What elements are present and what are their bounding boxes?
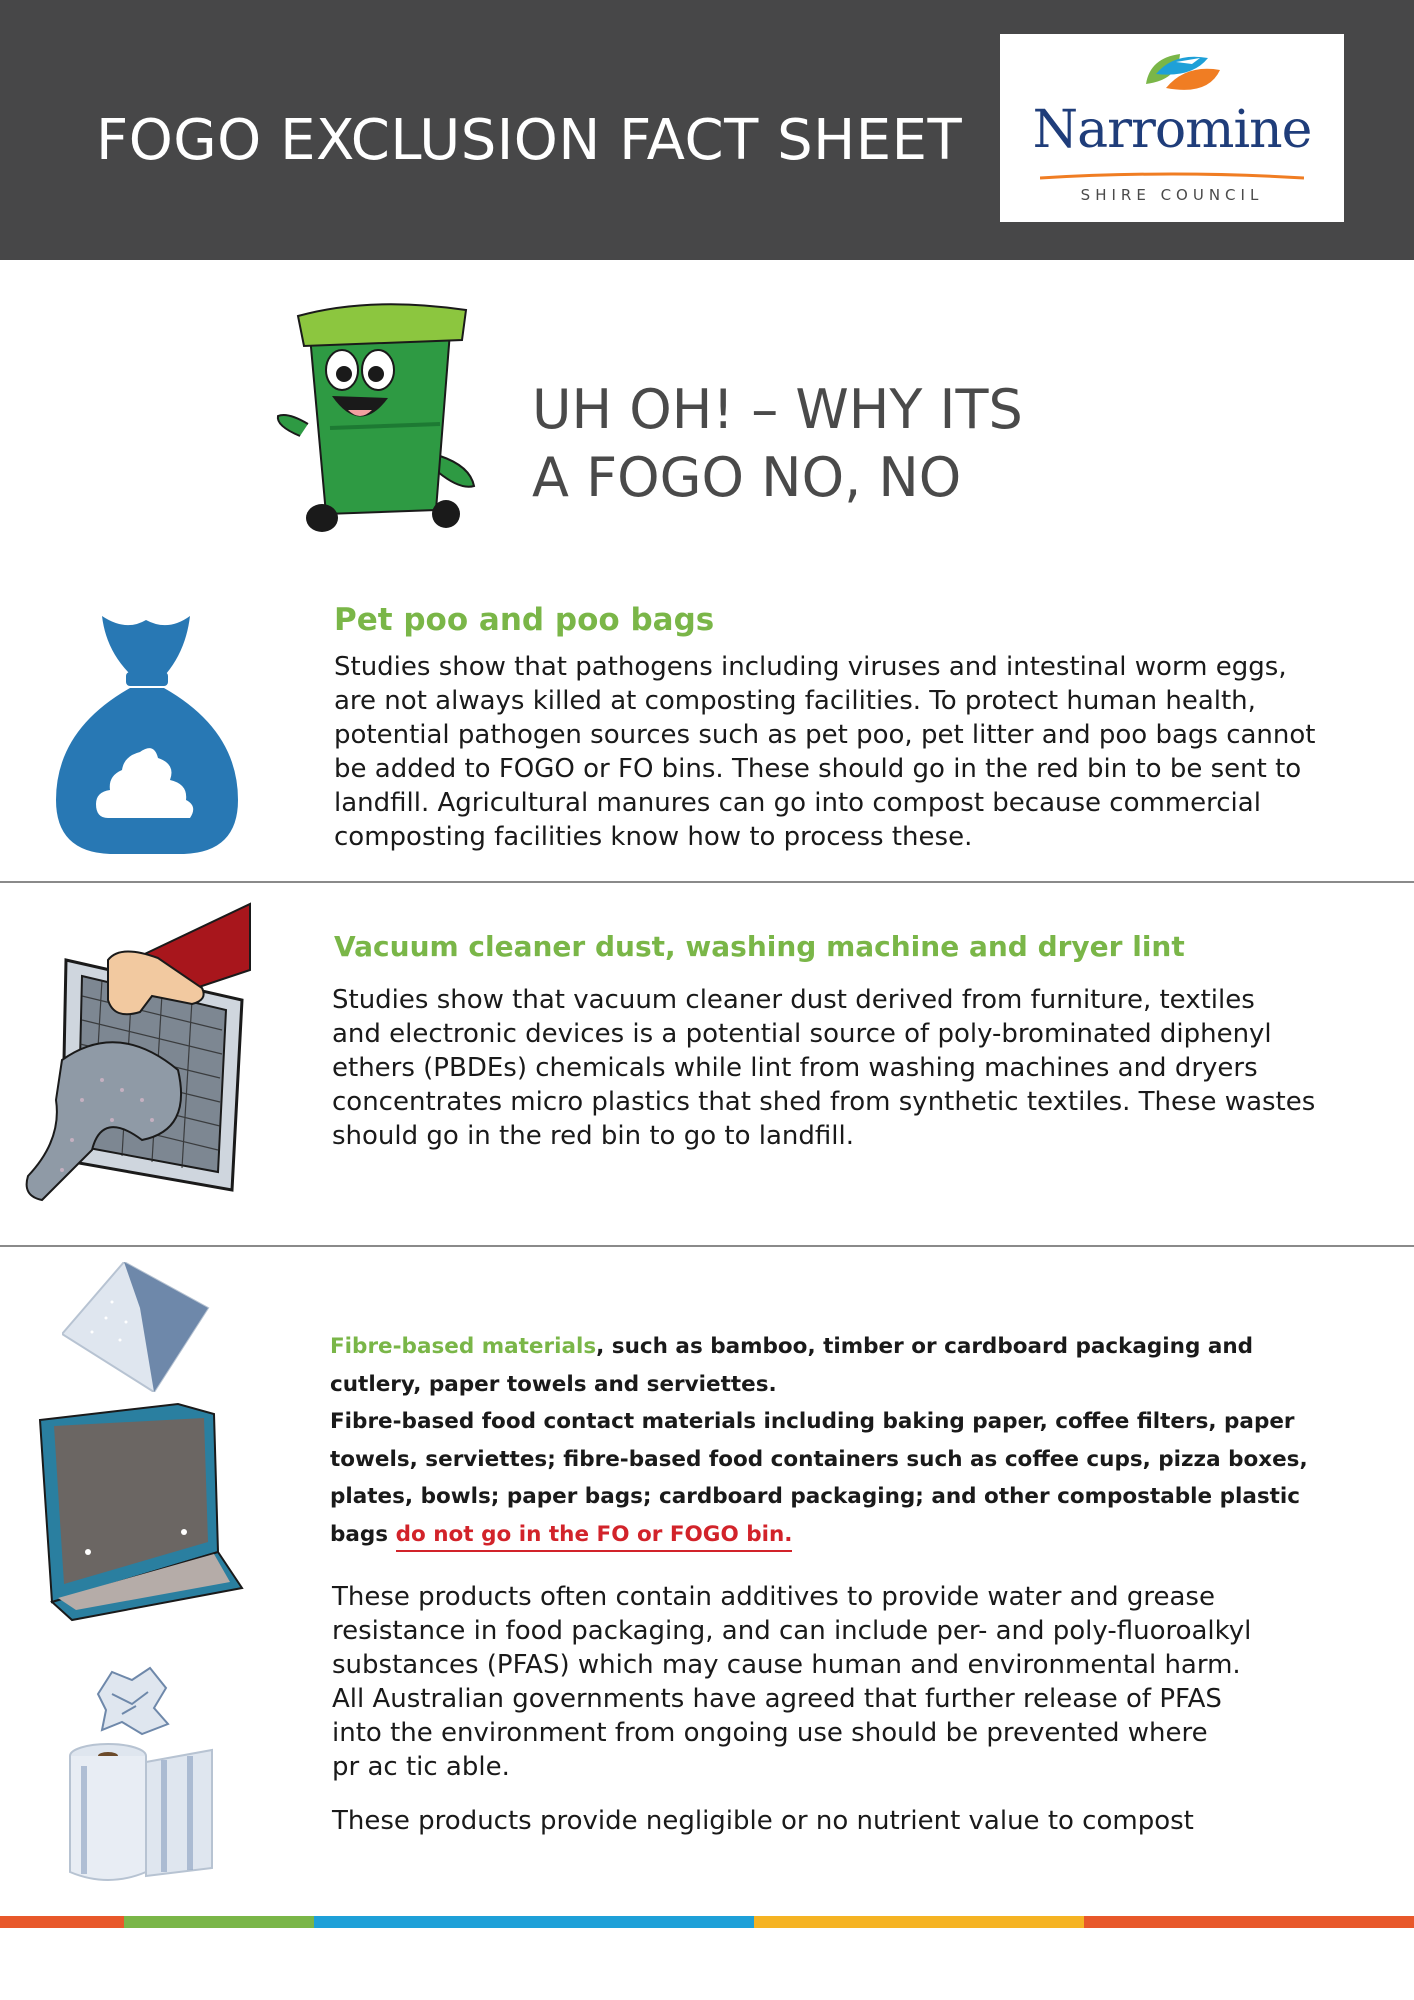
text-line: resistance in food packaging, and can include per- and poly-fluoroalkyl: [332, 1616, 1252, 1646]
fibre-materials-statement: [330, 1328, 1340, 1553]
text-line: plates, bowls; paper bags; cardboard packaging; and other compostable plastic: [330, 1484, 1301, 1509]
page-header: [0, 0, 1414, 260]
text-line: towels, serviettes; fibre-based food containers such as coffee cups, pizza boxes,: [330, 1446, 1308, 1472]
logo-subtitle: SHIRE COUNCIL: [1080, 186, 1264, 204]
logo-leaf-icon: [1116, 44, 1228, 108]
bags-word: bags: [330, 1521, 396, 1547]
stripe-segment: [124, 1916, 314, 1928]
text-line: composting facilities know how to process these.: [334, 822, 973, 852]
warning-text: do not go in the FO or FOGO bin.: [396, 1522, 793, 1552]
stripe-segment: [754, 1916, 1084, 1928]
closing-statement: These products provide negligible or no nutrient value to compost: [332, 1806, 1194, 1836]
bin-mascot-icon: [270, 296, 490, 536]
pizza-box-icon: [34, 1402, 244, 1622]
text-line: cutlery, paper towels and serviettes.: [330, 1371, 777, 1397]
page-title: FOGO EXCLUSION FACT SHEET: [96, 108, 963, 173]
text-line: All Australian governments have agreed that further release of PFAS: [332, 1684, 1222, 1714]
headline-line-1: UH OH! – WHY ITS: [532, 378, 1023, 441]
section-body-vacuum-lint: [332, 983, 1315, 1153]
stripe-segment: [1084, 1916, 1414, 1928]
council-logo: [1000, 34, 1344, 222]
section-divider: [0, 881, 1414, 883]
text-line: potential pathogen sources such as pet poo, pet litter and poo bags cannot: [334, 720, 1316, 750]
fibre-materials-lead: Fibre-based materials: [330, 1334, 597, 1359]
section-title-pet-poo: Pet poo and poo bags: [334, 602, 715, 638]
text-line: substances (PFAS) which may cause human and environmental harm.: [332, 1650, 1241, 1680]
text-line: be added to FOGO or FO bins. These should go in the red bin to be sent to: [334, 754, 1302, 784]
text-line: Fibre-based food contact materials including baking paper, coffee filters, paper: [330, 1409, 1295, 1434]
text-line: should go in the red bin to go to landfill.: [332, 1121, 854, 1151]
section-body-fibre: [332, 1580, 1251, 1784]
napkin-icon: [62, 1262, 212, 1392]
text-line: [330, 1516, 1340, 1554]
logo-swoosh-icon: [1040, 170, 1304, 182]
poo-bag-icon: [50, 610, 244, 856]
headline: [532, 376, 1023, 512]
lint-filter-icon: [22, 900, 252, 1210]
tissue-icon: [92, 1664, 172, 1736]
logo-name: Narromine: [1032, 100, 1312, 160]
text-line: ethers (PBDEs) chemicals while lint from washing machines and dryers: [332, 1053, 1258, 1083]
fibre-materials-lead-rest: , such as bamboo, timber or cardboard packaging and: [596, 1334, 1254, 1359]
text-line: pr ac tic able.: [332, 1752, 510, 1782]
section-title-vacuum-lint: Vacuum cleaner dust, washing machine and dryer lint: [334, 930, 1185, 963]
text-line: into the environment from ongoing use should be prevented where: [332, 1718, 1208, 1748]
stripe-segment: [0, 1916, 124, 1928]
text-line: These products often contain additives to provide water and grease: [332, 1582, 1215, 1612]
text-line: Studies show that pathogens including viruses and intestinal worm eggs,: [334, 652, 1287, 682]
stripe-segment: [314, 1916, 754, 1928]
text-line: [330, 1328, 1340, 1366]
footer-color-stripe: [0, 1916, 1414, 1928]
section-body-pet-poo: [334, 650, 1316, 854]
section-divider: [0, 1245, 1414, 1247]
headline-line-2: A FOGO NO, NO: [532, 446, 962, 509]
text-line: and electronic devices is a potential source of poly-brominated diphenyl: [332, 1019, 1272, 1049]
text-line: landfill. Agricultural manures can go into compost because commercial: [334, 788, 1261, 818]
text-line: Studies show that vacuum cleaner dust derived from furniture, textiles: [332, 985, 1255, 1015]
text-line: concentrates micro plastics that shed from synthetic textiles. These wastes: [332, 1087, 1316, 1117]
text-line: are not always killed at composting facilities. To protect human health,: [334, 686, 1256, 716]
paper-towel-roll-icon: [64, 1742, 214, 1884]
